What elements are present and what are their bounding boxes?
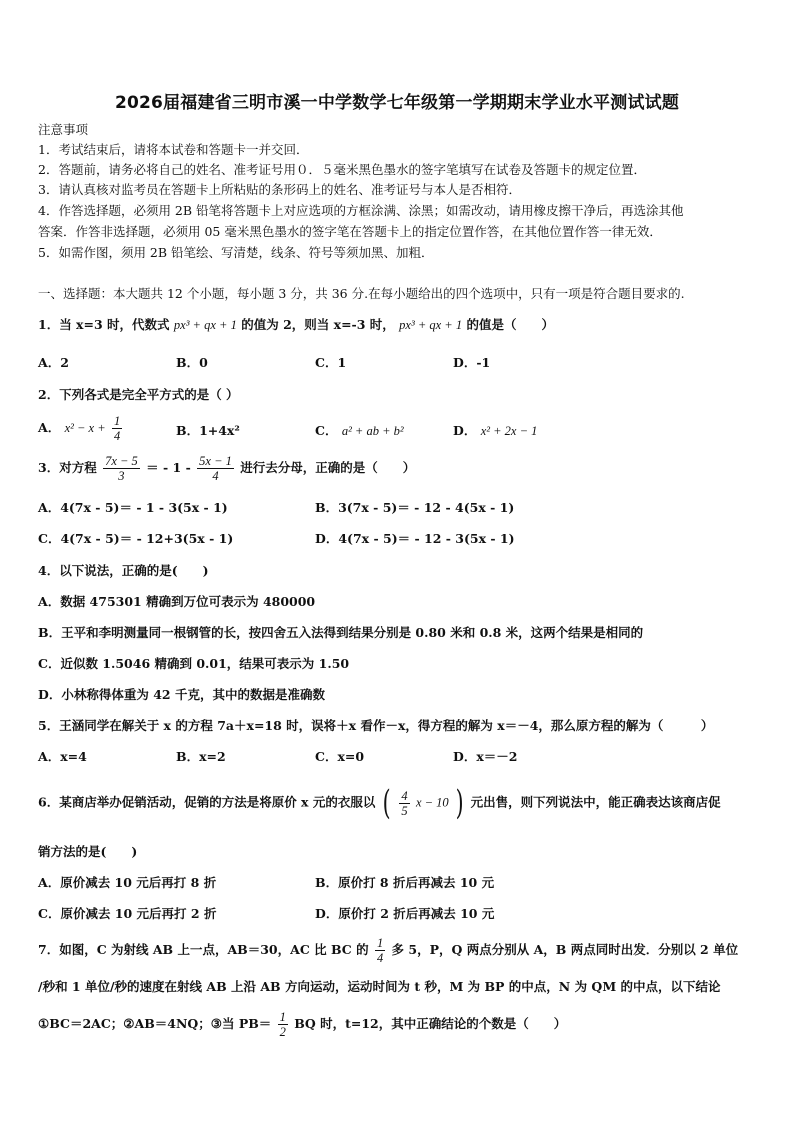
q3-middle: ＝ - 1 -: [146, 460, 191, 475]
q5-option-b[interactable]: B．x=2: [176, 749, 226, 764]
q2-option-a-fraction: [112, 414, 122, 443]
notice-item: 3．请认真核对监考员在答题卡上所粘贴的条形码上的姓名、准考证号与本人是否相符．: [38, 182, 521, 197]
question-6-stem: [38, 783, 721, 823]
q2-option-c[interactable]: [315, 423, 404, 439]
q6-paren-close: ): [455, 783, 464, 823]
q6-paren-open: (: [382, 783, 391, 823]
q5-option-d[interactable]: D．x＝－2: [453, 749, 518, 764]
q1-option-c[interactable]: C．1: [315, 355, 347, 370]
q6-option-a[interactable]: A．原价减去 10 元后再打 8 折: [38, 875, 217, 890]
q7-line3-b: BQ 时，t=12，其中正确结论的个数是（ ）: [294, 1016, 567, 1031]
q6-stem-a: 6．某商店举办促销活动，促销的方法是将原价 x 元的衣服以: [38, 794, 376, 810]
notice-item: 答案．作答非选择题，必须用 05 毫米黑色墨水的签字笔在答题卡上的指定位置作答，在其他位置作答一律无效．: [38, 224, 662, 239]
question-1-stem: [38, 317, 554, 333]
q2-option-c-expr: a² + ab + b²: [341, 424, 404, 438]
fraction-denominator: 3: [118, 469, 125, 483]
q2-option-c-label: C．: [315, 423, 338, 438]
question-3-stem: [38, 454, 415, 483]
q3-fraction-left: [103, 454, 140, 483]
question-4-stem: 4．以下说法，正确的是( ): [38, 563, 209, 578]
fraction-numerator: 4: [401, 788, 408, 803]
q1-option-d[interactable]: D．-1: [453, 355, 491, 370]
question-6-stem-cont: 销方法的是( ): [38, 844, 138, 859]
fraction-numerator: 1: [376, 936, 384, 950]
q4-option-a[interactable]: A．数据 475301 精确到万位可表示为 480000: [38, 594, 316, 609]
question-7-line2: /秒和 1 单位/秒的速度在射线 AB 上沿 AB 方向运动，运动时间为 t 秒，M 为 BP 的中点，N 为 QM 的中点，以下结论: [38, 979, 721, 994]
q7-fraction: [375, 936, 385, 965]
q6-fraction: [399, 789, 409, 818]
q6-option-c[interactable]: C．原价减去 10 元后再打 2 折: [38, 906, 217, 921]
q7-stem-b: 多 5，P，Q 两点分别从 A，B 两点同时出发．分别以 2 单位: [391, 942, 739, 957]
q5-option-a[interactable]: A．x=4: [38, 749, 87, 764]
q3-stem-a: 3．对方程: [38, 460, 97, 475]
q3-fraction-right: [197, 454, 234, 483]
fraction-numerator: 1: [114, 414, 121, 428]
question-7-line3: [38, 1010, 566, 1039]
question-2-stem: 2．下列各式是完全平方式的是（ ）: [38, 387, 239, 402]
q2-option-a-label: A．: [38, 420, 61, 435]
q6-option-d[interactable]: D．原价打 2 折后再减去 10 元: [315, 906, 495, 921]
notice-item: 1．考试结束后，请将本试卷和答题卡一并交回．: [38, 142, 309, 157]
q1-stem-b: 的值为 2，则当 x=-3 时，: [241, 317, 395, 332]
q7-stem-a: 7．如图，C 为射线 AB 上一点，AB＝30，AC 比 BC 的: [38, 942, 369, 957]
q4-option-c[interactable]: C．近似数 1.5046 精确到 0.01，结果可表示为 1.50: [38, 656, 350, 671]
fraction-denominator: 4: [212, 469, 219, 483]
notice-item: 5．如需作图，须用 2B 铅笔绘、写清楚，线条、符号等须加黑、加粗．: [38, 245, 434, 260]
q2-option-a[interactable]: [38, 414, 124, 443]
q4-option-d[interactable]: D．小林称得体重为 42 千克，其中的数据是准确数: [38, 687, 325, 702]
q1-expression: px³ + qx + 1: [173, 318, 237, 332]
q6-stem-b: 元出售，则下列说法中，能正确表达该商店促: [470, 794, 721, 810]
question-7-stem: [38, 936, 738, 965]
q2-option-a-expr: x² − x +: [64, 421, 106, 435]
fraction-denominator: 2: [279, 1025, 286, 1039]
fraction-numerator: 7x − 5: [105, 454, 138, 468]
question-5-stem: 5．王涵同学在解关于 x 的方程 7a＋x=18 时，误将＋x 看作－x，得方程的解为 x＝－4，那么原方程的解为（ ）: [38, 718, 714, 733]
fraction-denominator: 5: [401, 803, 408, 818]
q3-option-c[interactable]: C．4(7x - 5)＝ - 12+3(5x - 1): [38, 531, 234, 546]
q1-option-a[interactable]: A．2: [38, 355, 69, 370]
q2-option-d-expr: x² + 2x − 1: [480, 424, 538, 438]
q1-stem-c: 的值是（ ）: [466, 317, 554, 332]
q6-expression-tail: x − 10: [415, 795, 449, 810]
notice-item: 2．答题前，请务必将自己的姓名、准考证号用０．５毫米黑色墨水的签字笔填写在试卷及答题卡的规定位置．: [38, 162, 646, 177]
notice-item: 4．作答选择题，必须用 2B 铅笔将答题卡上对应选项的方框涂满、涂黑；如需改动，请用橡皮擦干净后，再选涂其他: [38, 203, 684, 218]
q1-stem-a: 1．当 x=3 时，代数式: [38, 317, 170, 332]
q4-option-b[interactable]: B．王平和李明测量同一根钢管的长，按四舍五入法得到结果分别是 0.80 米和 0.8 米，这两个结果是相同的: [38, 625, 644, 640]
q5-option-c[interactable]: C．x=0: [315, 749, 365, 764]
notice-heading: 注意事项: [38, 122, 89, 137]
page-title: 2026届福建省三明市溪一中学数学七年级第一学期期末学业水平测试试题: [114, 93, 680, 113]
q3-option-a[interactable]: A．4(7x - 5)＝ - 1 - 3(5x - 1): [38, 500, 228, 515]
fraction-numerator: 1: [279, 1010, 286, 1024]
q2-option-d[interactable]: [453, 423, 537, 439]
q6-option-b[interactable]: B．原价打 8 折后再减去 10 元: [315, 875, 495, 890]
q7-fraction-2: [278, 1010, 288, 1039]
fraction-numerator: 5x − 1: [199, 454, 232, 468]
q2-option-d-label: D．: [453, 423, 477, 438]
q1-option-b[interactable]: B．0: [176, 355, 208, 370]
q1-expression-repeat: px³ + qx + 1: [399, 318, 463, 332]
q3-stem-b: 进行去分母，正确的是（ ）: [240, 460, 416, 475]
q3-option-d[interactable]: D．4(7x - 5)＝ - 12 - 3(5x - 1): [315, 531, 515, 546]
fraction-denominator: 4: [376, 951, 384, 965]
q3-option-b[interactable]: B．3(7x - 5)＝ - 12 - 4(5x - 1): [315, 500, 515, 515]
fraction-denominator: 4: [114, 429, 121, 443]
section-heading: 一、选择题：本大题共 12 个小题，每小题 3 分，共 36 分.在每小题给出的四个选项中，只有一项是符合题目要求的.: [38, 286, 685, 301]
q2-option-b[interactable]: B．1+4x²: [176, 423, 240, 438]
q7-line3-a: ①BC＝2AC；②AB＝4NQ；③当 PB＝: [38, 1016, 272, 1031]
